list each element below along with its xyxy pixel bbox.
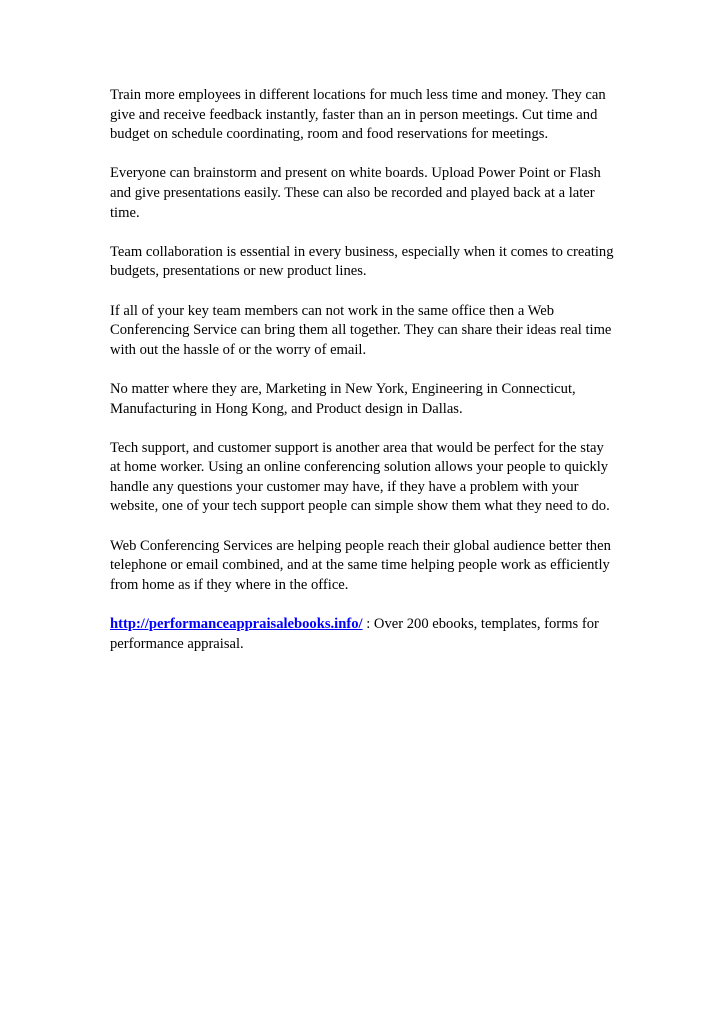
- paragraph-global-audience: Web Conferencing Services are helping people reach their global audience better then telephone or email combined, and at the same time helping people work as efficiently from home as if they where in the office.: [110, 537, 611, 593]
- footer-paragraph: [110, 615, 622, 654]
- document-page: [110, 86, 622, 674]
- paragraph-key-team-members: If all of your key team members can not work in the same office then a Web Conferencing Service can bring them all together. They can share their ideas real time with out the hassle of or the worry of email.: [110, 302, 612, 358]
- paragraph-training: Train more employees in different locations for much less time and money. They can give and receive feedback instantly, faster than an in person meetings. Cut time and budget on schedule coordinating, room and food reservations for meetings.: [110, 87, 606, 143]
- paragraph-team-collaboration: Team collaboration is essential in every business, especially when it comes to creating budgets, presentations or new product lines.: [110, 243, 614, 280]
- paragraph-locations: No matter where they are, Marketing in New York, Engineering in Connecticut, Manufacturing in Hong Kong, and Product design in Dallas.: [110, 380, 576, 417]
- paragraph-tech-support: Tech support, and customer support is another area that would be perfect for the stay at home worker. Using an online conferencing solution allows your people to quickly handle any questions your customer may have, if they have a problem with your website, one of your tech support people can simple show them what they need to do.: [110, 439, 610, 515]
- performance-appraisal-link[interactable]: http://performanceappraisalebooks.info/: [110, 616, 363, 633]
- paragraph-whiteboards: Everyone can brainstorm and present on white boards. Upload Power Point or Flash and give presentations easily. These can also be recorded and played back at a later time.: [110, 165, 601, 221]
- footer-description: : Over 200 ebooks, templates, forms for performance appraisal.: [110, 616, 599, 652]
